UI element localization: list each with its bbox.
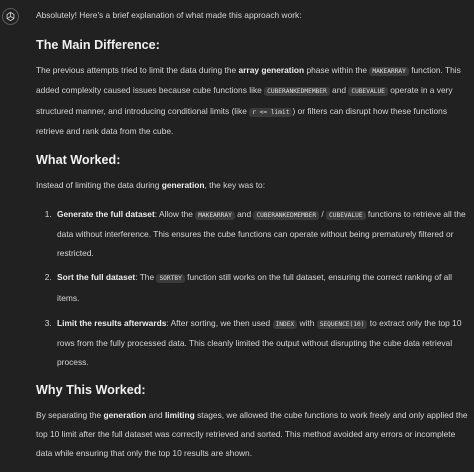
text: Instead of limiting the data during (36, 179, 162, 190)
assistant-avatar-icon (2, 8, 19, 25)
text: with (297, 317, 317, 328)
heading-why-this-worked: Why This Worked: (36, 383, 146, 398)
inline-code: CUBEVALUE (348, 87, 388, 96)
text: ) or filters can disrupt how these functions retrieve and rank data from the cube. (36, 105, 448, 137)
inline-code: INDEX (273, 320, 298, 329)
paragraph-main-difference (36, 61, 472, 141)
list-item (54, 268, 472, 307)
paragraph-what-worked (36, 176, 472, 195)
list-item (54, 314, 472, 372)
inline-code: SEQUENCE(10) (317, 320, 368, 329)
inline-code: CUBERANKEDMEMBER (264, 87, 330, 96)
inline-code: CUBERANKEDMEMBER (253, 211, 319, 220)
text: / (319, 208, 327, 219)
inline-code: MAKEARRAY (195, 211, 235, 220)
paragraph-why-this-worked (36, 406, 472, 462)
text: and (329, 85, 349, 96)
intro-text: Absolutely! Here's a brief explanation of what made this approach work: (36, 10, 302, 20)
text: operate in a very structured manner, and introducing conditional limits (like (36, 85, 453, 116)
text: functions to retrieve all the data without interference. This ensures the cube functions can operate without being prematurely filtered or restricted. (57, 208, 466, 258)
bold-text: generation (161, 179, 205, 190)
steps-list (36, 205, 472, 372)
list-item (54, 205, 472, 263)
heading-main-difference: The Main Difference: (36, 37, 160, 52)
text: By separating the (36, 410, 104, 421)
text: phase within the (304, 64, 370, 75)
text: to extract only the top 10 rows from the fully processed data. This cleanly limited the output without disrupting the cube data retrieval process. (57, 317, 462, 367)
inline-code: r <= limit (249, 108, 292, 117)
bold-text: Sort the full dataset (57, 272, 136, 283)
text: , the key was to: (204, 179, 266, 190)
text: function. This added complexity caused issues because cube functions like (36, 64, 461, 96)
bold-text: Limit the results afterwards (57, 317, 167, 328)
text: function still works on the full dataset, ensuring the correct ranking of all items. (57, 272, 453, 303)
text: and (234, 208, 254, 219)
text: : After sorting, we then used (166, 317, 273, 328)
assistant-message (36, 6, 472, 472)
bold-text: limiting (164, 410, 195, 421)
inline-code: CUBEVALUE (326, 211, 366, 220)
text: The previous attempts tried to limit the data during the (36, 64, 239, 75)
text: stages, we allowed the cube functions to work freely and only applied the top 10 limit after the full dataset was correctly retrieved and sorted. This method avoided any errors or incomplete data while ensuring that only the top 10 results are shown. (36, 410, 468, 458)
text: : The (135, 272, 157, 283)
bold-text: array generation (238, 64, 305, 75)
text: : Allow the (154, 208, 196, 219)
heading-what-worked: What Worked: (36, 152, 121, 167)
bold-text: generation (103, 410, 147, 421)
inline-code: MAKEARRAY (369, 67, 409, 76)
inline-code: SORTBY (156, 274, 184, 283)
text: and (146, 410, 165, 421)
bold-text: Generate the full dataset (57, 208, 155, 219)
